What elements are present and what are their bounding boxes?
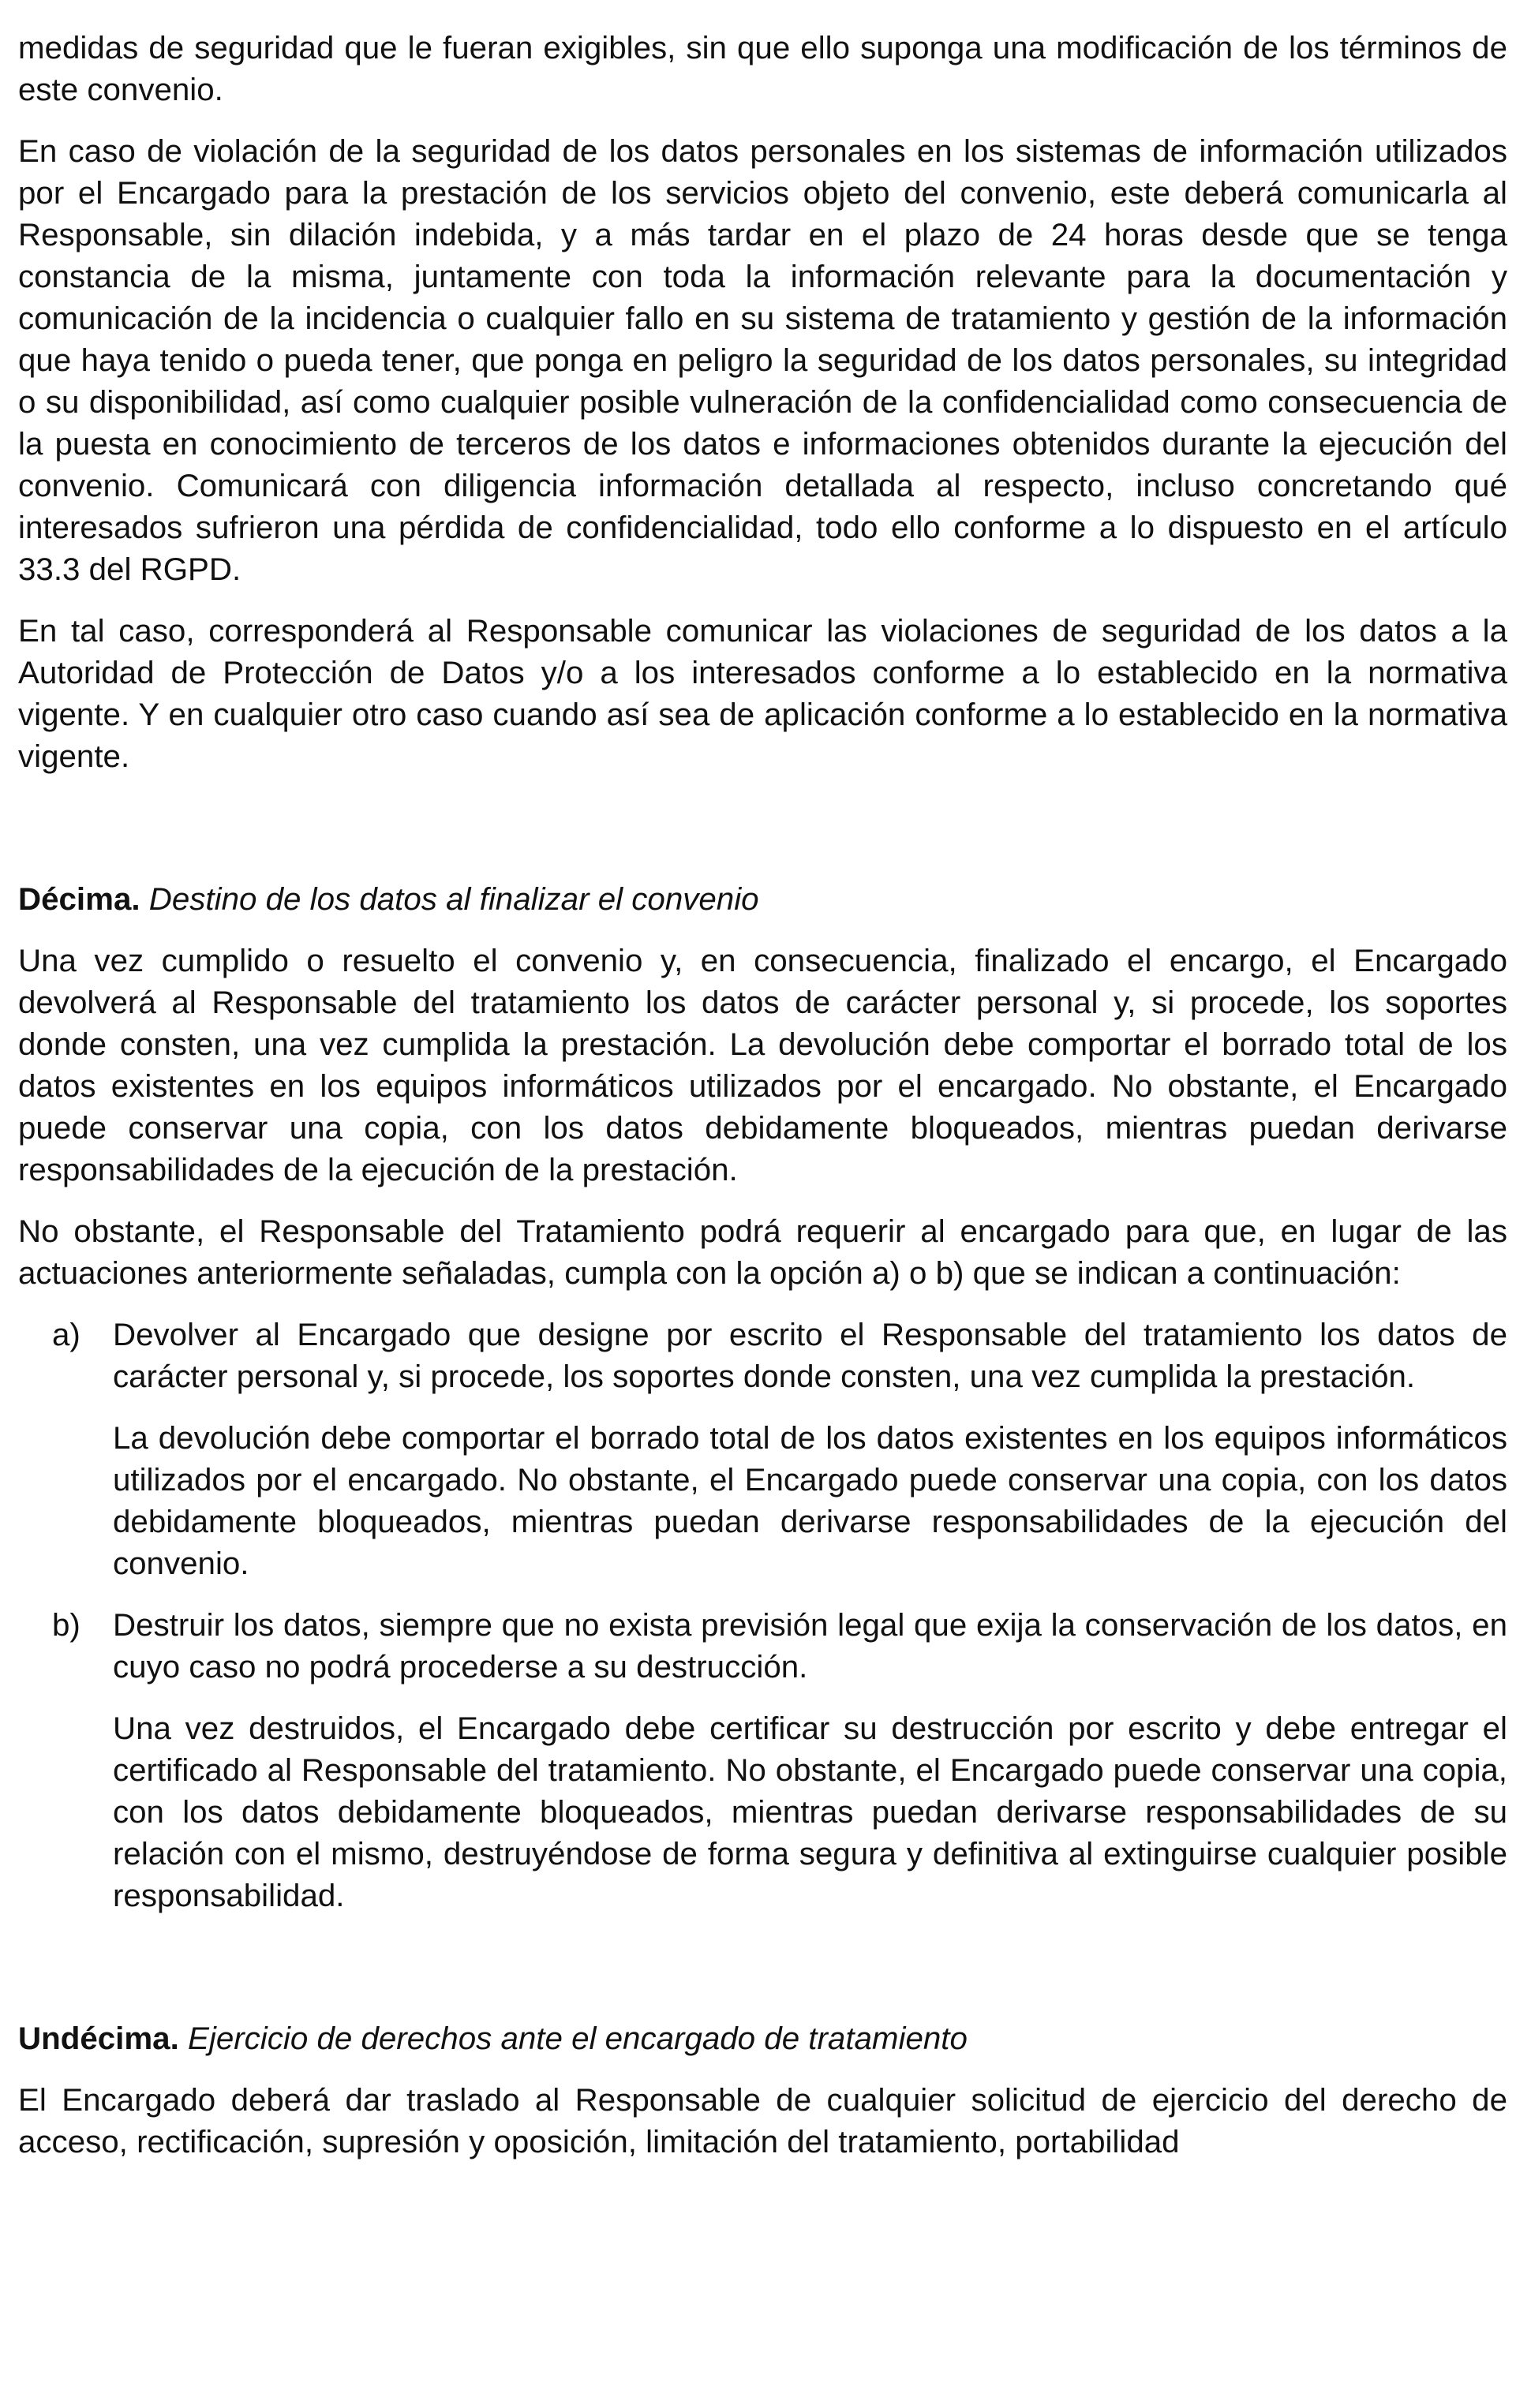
paragraph-decima-1: Una vez cumplido o resuelto el convenio y, en consecuencia, finalizado el encargo, el Encargado devolverá al Responsable del tratamiento los datos de carácter personal y, si procede, los soportes donde consten, una vez cumplida la prestación. La devolución debe comportar el borrado total de los datos existentes en los equipos informáticos utilizados por el encargado. No obstante, el Encargado puede conservar una copia, con los datos debidamente bloqueados, mientras puedan derivarse responsabilidades de la ejecución de la prestación. [18,943,1507,1187]
list-item-followup: Una vez destruidos, el Encargado debe certificar su destrucción por escrito y debe entregar el certificado al Responsable del tratamiento. No obstante, el Encargado puede conservar una copia, con los datos debidamente bloqueados, mientras puedan derivarse responsabilidades de su relación con el mismo, destruyéndose de forma segura y definitiva al extinguirse cualquier posible responsabilidad. [113,1711,1507,1913]
section-heading-undecima [18,2017,1507,2059]
document-page [18,27,1507,2163]
section-number: Undécima. [18,2021,179,2056]
section-heading-decima [18,878,1507,920]
section-title: Destino de los datos al finalizar el convenio [148,881,759,917]
paragraph-intro: medidas de seguridad que le fueran exigibles, sin que ello suponga una modificación de los términos de este convenio. [18,30,1507,107]
list-item [18,1314,1507,1584]
section-title: Ejercicio de derechos ante el encargado de tratamiento [188,2021,968,2056]
list-item-label: a) [52,1317,80,1352]
paragraph-decima-2: No obstante, el Responsable del Tratamiento podrá requerir al encargado para que, en lugar de las actuaciones anteriormente señaladas, cumpla con la opción a) o b) que se indican a continuación: [18,1213,1507,1291]
list-item-text: Destruir los datos, siempre que no exista previsión legal que exija la conservación de los datos, en cuyo caso no podrá procederse a su destrucción. [113,1607,1507,1684]
section-number: Décima. [18,881,140,917]
paragraph-undecima-1: El Encargado deberá dar traslado al Responsable de cualquier solicitud de ejercicio del derecho de acceso, rectificación, supresión y oposición, limitación del tratamiento, portabilidad [18,2082,1507,2159]
list-item-followup: La devolución debe comportar el borrado total de los datos existentes en los equipos informáticos utilizados por el encargado. No obstante, el Encargado puede conservar una copia, con los datos debidamente bloqueados, mientras puedan derivarse responsabilidades de la ejecución del convenio. [113,1420,1507,1581]
paragraph-breach: En caso de violación de la seguridad de los datos personales en los sistemas de información utilizados por el Encargado para la prestación de los servicios objeto del convenio, este deberá comunicarla al Responsable, sin dilación indebida, y a más tardar en el plazo de 24 horas desde que se tenga constancia de la misma, juntamente con toda la información relevante para la documentación y comunicación de la incidencia o cualquier fallo en su sistema de tratamiento y gestión de la información que haya tenido o pueda tener, que ponga en peligro la seguridad de los datos personales, su integridad o su disponibilidad, así como cualquier posible vulneración de la confidencialidad como consecuencia de la puesta en conocimiento de terceros de los datos e informaciones obtenidos durante la ejecución del convenio. Comunicará con diligencia información detallada al respecto, incluso concretando qué interesados sufrieron una pérdida de confidencialidad, todo ello conforme a lo dispuesto en el artículo 33.3 del RGPD. [18,133,1507,587]
list-item [18,1604,1507,1916]
list-item-label: b) [52,1607,80,1643]
list-item-text: Devolver al Encargado que designe por escrito el Responsable del tratamiento los datos de carácter personal y, si procede, los soportes donde consten, una vez cumplida la prestación. [113,1317,1507,1394]
paragraph-authority: En tal caso, corresponderá al Responsable comunicar las violaciones de seguridad de los datos a la Autoridad de Protección de Datos y/o a los interesados conforme a lo establecido en la normativa vigente. Y en cualquier otro caso cuando así sea de aplicación conforme a lo establecido en la normativa vigente. [18,613,1507,774]
